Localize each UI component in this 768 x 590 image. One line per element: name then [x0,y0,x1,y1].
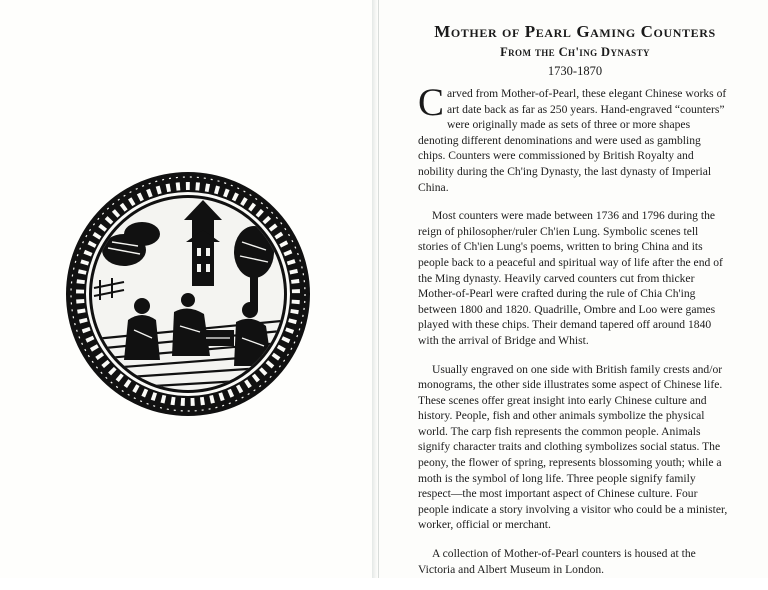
left-page [0,0,372,578]
paragraph-symbolism: Usually engraved on one side with British family crests and/or monograms, the other side illustrates some aspect of Chinese life. These scenes offer great insight into early Chinese culture and history. People, fish and other animals symbolize the physical world. The carp fish represents the common people. Animals signify character traits and clothing symbolizes social status. The peony, the flower of spring, represents blossoming youth; while a moth is the symbol of long life. Three people signify family respect—the most important aspect of Chinese culture. Four people indicate a story involving a visitor who could be a minister, worker, official or merchant. [418,362,728,532]
date-range: 1730-1870 [547,64,603,78]
body-text [418,81,728,590]
paragraph-intro [418,81,728,195]
paragraph-intro-text: arved from Mother-of-Pearl, these elegant Chinese works of art date back as far as 250 years. Hand-engraved “counters” were originally made as sets of three or more shapes denoting different denominations and were used as gambling chips. Counters were commissioned by British Royalty and nobility during the Ch'ing Dynasty, the last dynasty of Imperial China. [418,87,727,194]
paragraph-history: Most counters were made between 1736 and 1796 during the reign of philosopher/ruler Ch'ien Lung. Symbolic scenes tell stories of Ch'ien Lung's poems, written to bring China and its people back to a peaceful and spiritual way of life after the end of the Ming dynasty. Heavily carved counters cut from thicker Mother-of-Pearl were crafted during the rule of Chia Ch'ing between 1800 and 1820. Quadrille, Ombre and Loo were games played with these chips. Their demand tapered off around 1840 with the arrival of Bridge and Whist. [418,209,723,347]
page-subtitle: From the Ch'ing Dynasty [500,45,650,59]
paragraph-collection: A collection of Mother-of-Pearl counters is housed at the Victoria and Albert Museum in London. [418,547,696,576]
drop-cap: C [418,81,445,124]
gaming-counter-illustration [64,170,312,418]
page-title: Mother of Pearl Gaming Counters [434,22,716,41]
